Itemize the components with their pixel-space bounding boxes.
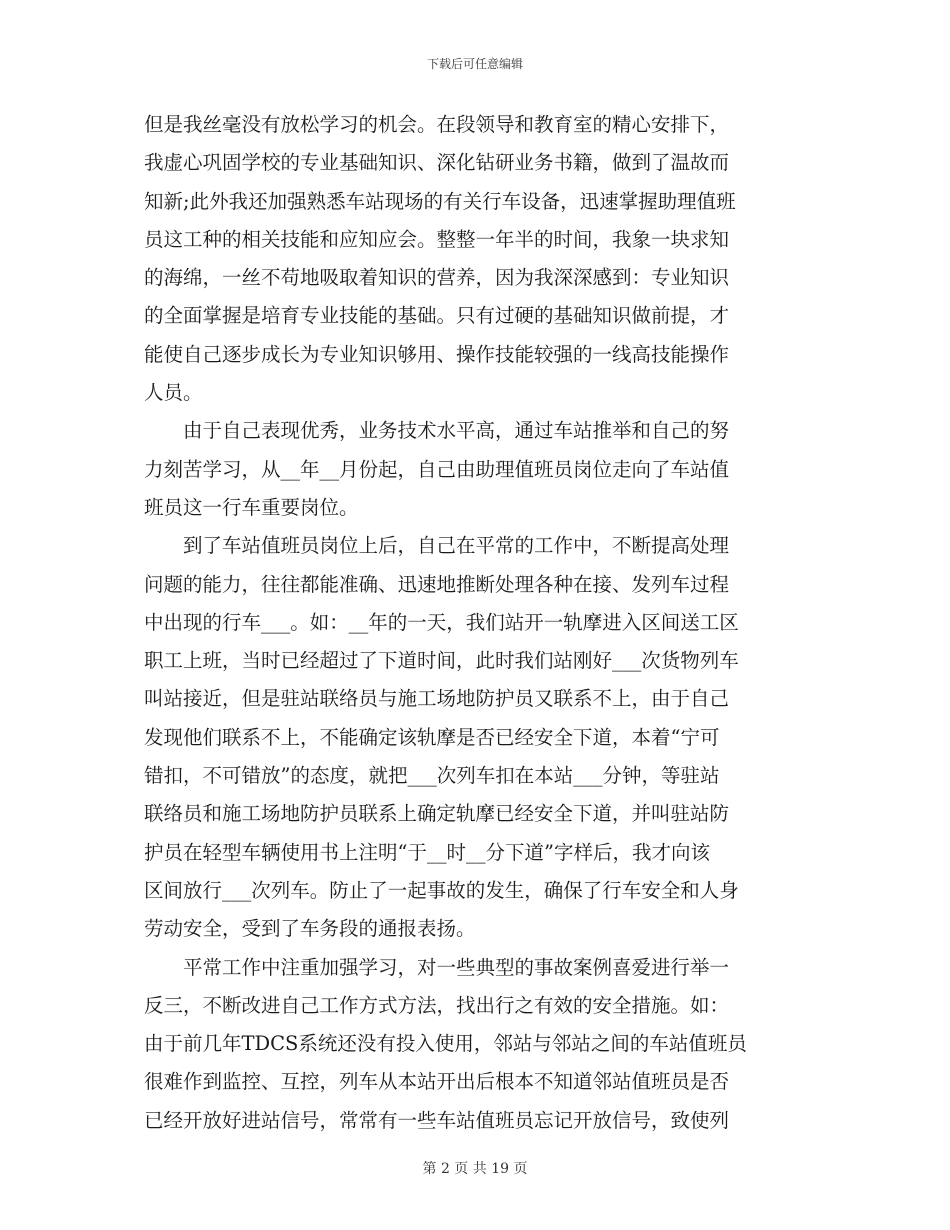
text-line: 护员在轻型车辆使用书上注明“于__时__分下道”字样后，我才向该 [144, 840, 710, 864]
text-line: 知新;此外我还加强熟悉车站现场的有关行车设备，迅速掌握助理值班 [144, 189, 736, 213]
text-line: 但是我丝毫没有放松学习的机会。在段领导和教育室的精心安排下， [144, 113, 730, 136]
document-body [144, 106, 796, 1140]
text-line: 问题的能力，往往都能准确、迅速地推断处理各种在接、发列车过程 [144, 572, 730, 596]
text-line: 反三，不断改进自己工作方式方法，找出行之有效的安全措施。如： [144, 993, 730, 1017]
text-line: 很难作到监控、互控，列车从本站开出后根本不知道邻站值班员是否 [144, 1070, 730, 1094]
text-line: 错扣，不可错放”的态度，就把___次列车扣在本站___分钟，等驻站 [144, 764, 720, 788]
text-line: 叫站接近，但是驻站联络员与施工场地防护员又联系不上，由于自己 [144, 687, 730, 711]
text-line: 中出现的行车___。如：__年的一天，我们站开一轨摩进入区间送工区 [144, 610, 739, 634]
text-line: 职工上班，当时已经超过了下道时间，此时我们站刚好___次货物列车 [144, 649, 739, 673]
text-line: 我虚心巩固学校的专业基础知识、深化钻研业务书籍，做到了温故而 [144, 151, 730, 175]
text-line: 的海绵，一丝不苟地吸取着知识的营养，因为我深深感到：专业知识 [144, 266, 730, 290]
text-line: 到了车站值班员岗位上后，自己在平常的工作中，不断提高处理 [183, 534, 730, 558]
page-header: 下载后可任意编辑 [426, 57, 523, 71]
text-line: 已经开放好进站信号，常常有一些车站值班员忘记开放信号，致使列 [144, 1108, 730, 1132]
page-number: 第 2 页 共 19 页 [422, 1161, 528, 1177]
text-line: 劳动安全，受到了车务段的通报表扬。 [144, 917, 476, 941]
text-line: 班员这一行车重要岗位。 [144, 495, 359, 519]
text-line: 发现他们联系不上，不能确定该轨摩是否已经安全下道，本着“宁可 [144, 725, 720, 749]
text-line: 平常工作中注重加强学习，对一些典型的事故案例喜爱进行举一 [183, 955, 730, 979]
text-line: 的全面掌握是培育专业技能的基础。只有过硬的基础知识做前提，才 [144, 304, 730, 328]
text-line: 由于自己表现优秀，业务技术水平高，通过车站推举和自己的努 [183, 419, 730, 443]
text-line: 人员。 [144, 381, 203, 405]
text-line: 联络员和施工场地防护员联系上确定轨摩已经安全下道，并叫驻站防 [144, 802, 730, 826]
text-line: 力刻苦学习，从__年__月份起，自己由助理值班员岗位走向了车站值 [144, 457, 730, 481]
text-line: 区间放行___次列车。防止了一起事故的发生，确保了行车安全和人身 [144, 878, 739, 902]
text-line: 由于前几年TDCS系统还没有投入使用，邻站与邻站之间的车站值班员 [144, 1032, 747, 1056]
text-line: 员这工种的相关技能和应知应会。整整一年半的时间，我象一块求知 [144, 227, 730, 251]
text-line: 能使自己逐步成长为专业知识够用、操作技能较强的一线高技能操作 [144, 342, 730, 366]
